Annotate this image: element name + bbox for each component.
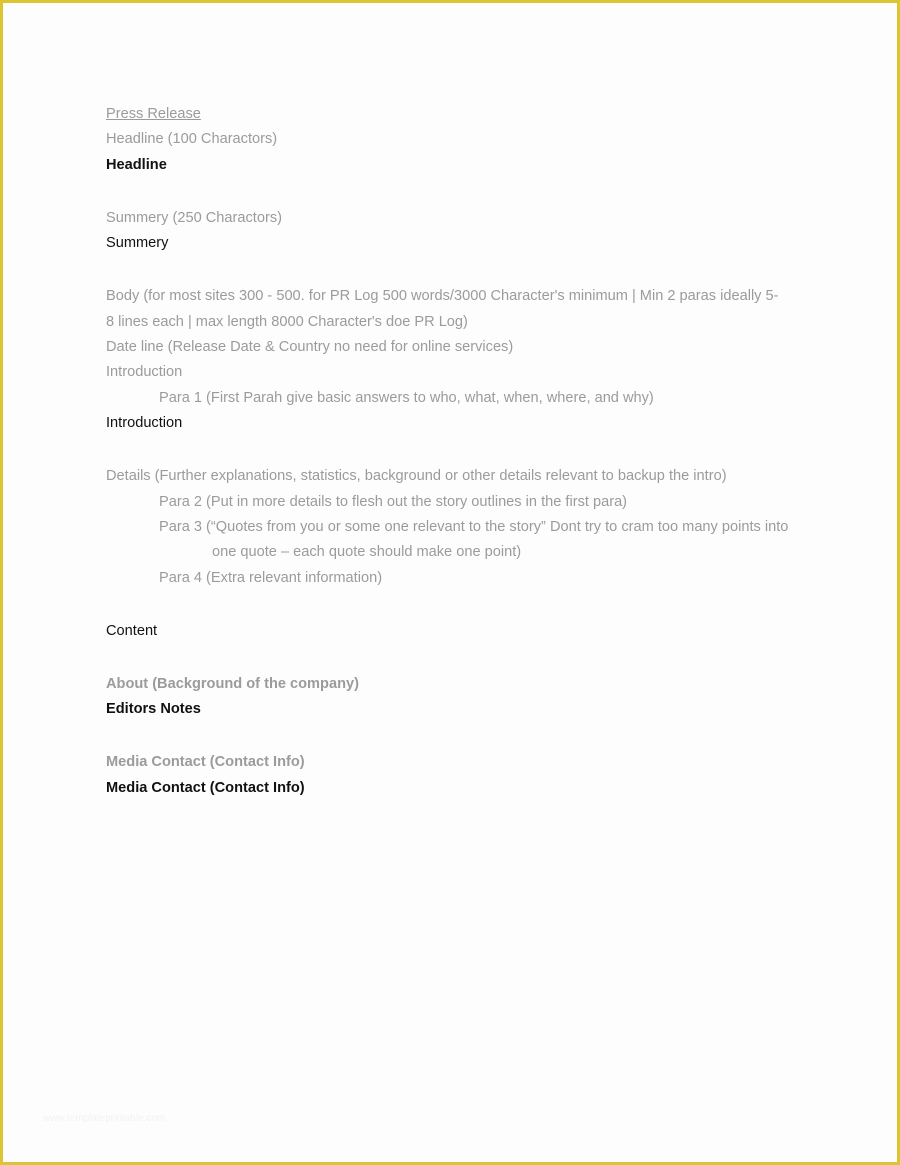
headline: Headline: [106, 156, 167, 173]
spacer: [106, 723, 806, 751]
para-4-hint: Para 4 (Extra relevant information): [159, 569, 383, 586]
body-hint-line-2: 8 lines each | max length 8000 Character's doe PR Log): [106, 313, 468, 330]
para-3-hint-line-1: Para 3 (“Quotes from you or some one relevant to the story” Dont try to cram too many points into: [159, 519, 789, 536]
spacer: [106, 178, 806, 206]
media-contact: Media Contact (Contact Info): [106, 779, 305, 796]
press-release-label: Press Release: [106, 106, 201, 122]
media-contact-hint: Media Contact (Contact Info): [106, 754, 305, 771]
para-3-hint-line-2: one quote – each quote should make one point): [212, 544, 522, 561]
spacer: [106, 437, 806, 465]
editors-notes: Editors Notes: [106, 701, 201, 718]
headline-hint: Headline (100 Charactors): [106, 131, 278, 148]
para-2-hint: Para 2 (Put in more details to flesh out the story outlines in the first para): [159, 493, 628, 510]
spacer: [106, 257, 806, 285]
spacer: [106, 644, 806, 672]
details-hint: Details (Further explanations, statistics, background or other details relevant to backup the intro): [106, 468, 727, 485]
watermark: www.templateprintable.com: [43, 1113, 166, 1124]
introduction: Introduction: [106, 415, 183, 432]
document-body: [106, 102, 806, 801]
spacer: [106, 591, 806, 619]
summary-hint: Summery (250 Charactors): [106, 209, 282, 226]
about-hint: About (Background of the company): [106, 675, 359, 692]
summary: Summery: [106, 235, 169, 252]
introduction-hint: Introduction: [106, 364, 183, 381]
para-1-hint: Para 1 (First Parah give basic answers to who, what, when, where, and why): [159, 389, 654, 406]
content: Content: [106, 622, 158, 639]
dateline-hint: Date line (Release Date & Country no need for online services): [106, 339, 514, 356]
body-hint-line-1: Body (for most sites 300 - 500. for PR Log 500 words/3000 Character's minimum | Min 2 paras ideally 5-: [106, 288, 779, 305]
